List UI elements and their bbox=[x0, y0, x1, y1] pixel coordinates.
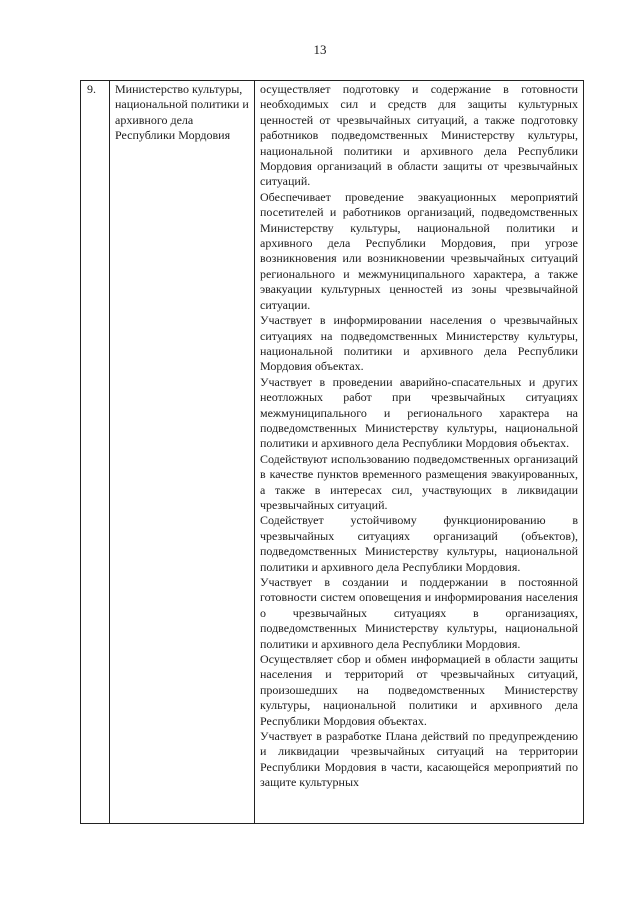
page-number: 13 bbox=[313, 42, 327, 57]
duties-cell bbox=[255, 81, 584, 824]
responsibilities-table bbox=[80, 80, 584, 824]
duty-paragraph: Участвует в создании и поддержании в постоянной готовности систем оповещения и информирования населения о чрезвычайных ситуациях в организациях, подведомственных Министерству культуры, национальной политики и архивного дела Республики Мордовия. bbox=[260, 575, 578, 651]
organization-cell bbox=[110, 81, 255, 824]
duty-paragraph: Обеспечивает проведение эвакуационных мероприятий посетителей и работников организаций, подведомственных Министерству культуры, национальной политики и архивного дела Республики Мордовия, при угрозе возникновения или возникновении чрезвычайных ситуаций регионального и межмуниципального характера, а также эвакуации культурных ценностей из зоны чрезвычайной ситуации. bbox=[260, 189, 578, 312]
duty-paragraph: Участвует в разработке Плана действий по предупреждению и ликвидации чрезвычайных ситуаций на территории Республики Мордовия в части, касающейся мероприятий по защите культурных bbox=[260, 729, 578, 790]
duty-paragraph: Участвует в проведении аварийно-спасательных и других неотложных работ при чрезвычайных ситуациях межмуниципального и регионального характера на подведомственных Министерству культуры, национальной политики и архивного дела Республики Мордовия объектах. bbox=[260, 374, 578, 451]
duty-paragraph: Содействует устойчивому функционированию в чрезвычайных ситуациях организаций (объектов), подведомственных Министерству культуры, национальной политики и архивного дела Республики Мордовия. bbox=[260, 513, 578, 574]
duty-paragraph: Содействуют использованию подведомственных организаций в качестве пунктов временного размещения эвакуированных, а также в интересах сил, участвующих в ликвидации чрезвычайных ситуаций. bbox=[260, 451, 578, 512]
duty-paragraph: Участвует в информировании населения о чрезвычайных ситуациях на подведомственных Министерству культуры, национальной политики и архивного дела Республики Мордовия объектах. bbox=[260, 313, 578, 374]
row-number-cell bbox=[81, 81, 110, 824]
duty-paragraph: осуществляет подготовку и содержание в готовности необходимых сил и средств для защиты культурных ценностей от чрезвычайных ситуаций, а также подготовку работников подведомственных Министерству культуры, национальной политики и архивного дела Республики Мордовия организаций в области защиты от чрезвычайных ситуаций. bbox=[260, 82, 578, 189]
row-number: 9. bbox=[87, 82, 96, 96]
organization-name: Министерство культуры, национальной политики и архивного дела Республики Мордовия bbox=[115, 82, 249, 143]
duty-paragraph: Осуществляет сбор и обмен информацией в области защиты населения и территорий от чрезвычайных ситуаций, произошедших на подведомственных Министерству культуры, национальной политики и архивного дела Республики Мордовия объектах. bbox=[260, 652, 578, 728]
table-row bbox=[81, 81, 584, 824]
